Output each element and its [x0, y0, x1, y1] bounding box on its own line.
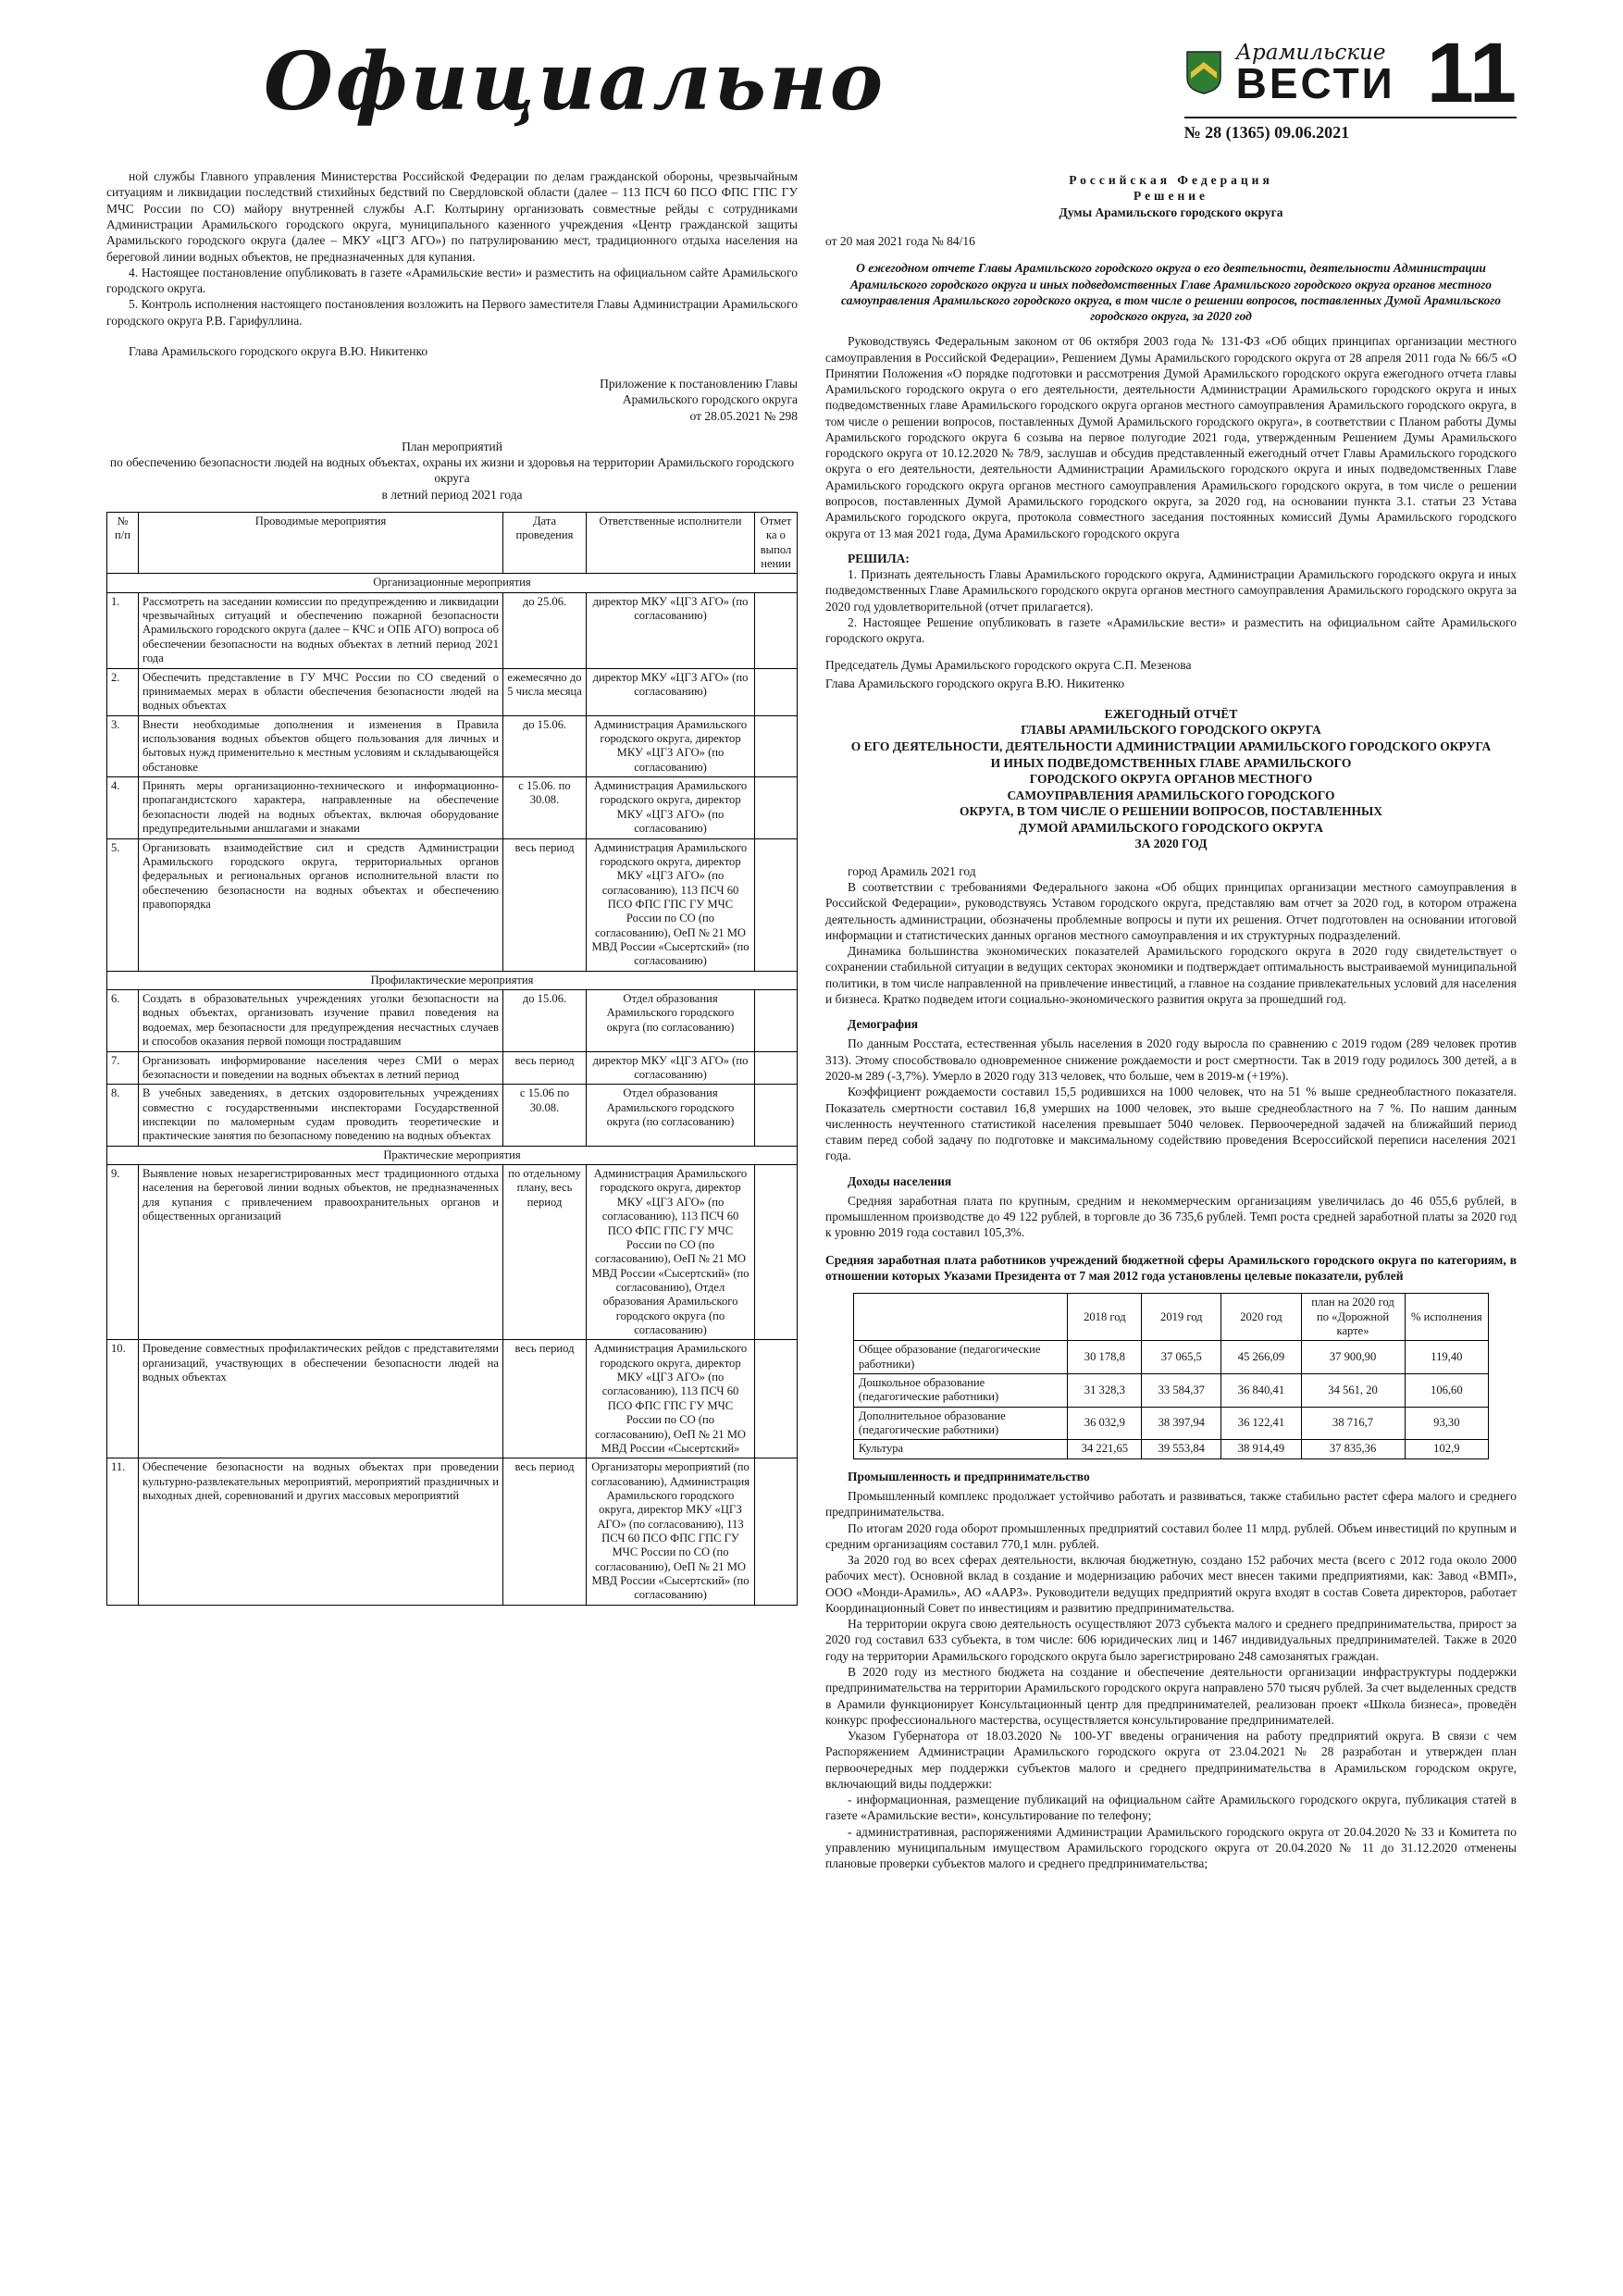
cell-number: 1.: [107, 592, 139, 668]
report-title-line: ГЛАВЫ АРАМИЛЬСКОГО ГОРОДСКОГО ОКРУГА: [1021, 723, 1321, 738]
signature-line: Глава Арамильского городского округа В.Ю. Никитенко: [129, 343, 428, 358]
section-label: Профилактические мероприятия: [107, 971, 798, 989]
salary-table-row: [853, 1440, 1488, 1458]
salary-value-cell: 34 561, 20: [1301, 1373, 1405, 1407]
salary-category-cell: Культура: [853, 1440, 1068, 1458]
paragraph: Промышленный комплекс продолжает устойчиво работать и развиваться, также стабильно растет сфера малого и среднего предпринимательства.: [825, 1489, 1517, 1520]
cell-date: с 15.06 по 30.08.: [503, 1085, 587, 1146]
cell-date: весь период: [503, 1458, 587, 1606]
paragraph: В 2020 году из местного бюджета на создание и обеспечение деятельности организации инфраструктуры поддержки предпринимательства на территории Арамильского городского округа направлено 570 тысяч рублей. За счет выделенных средств в Арамили функционирует Консультационный центр для предпринимателей, реализован проект «Школа бизнеса», проведён конкурс профессионального мастерства, осуществляется консультирование предпринимателей.: [825, 1664, 1517, 1727]
right-column: [825, 168, 1517, 1871]
plan-table-row: [107, 1165, 798, 1340]
resolution-keyword: РЕШИЛА:: [848, 551, 910, 565]
plan-header-cell: Дата проведения: [503, 512, 587, 573]
cell-responsible: директор МКУ «ЦГЗ АГО» (по согласованию): [587, 1051, 755, 1085]
appendix-line: от 28.05.2021 № 298: [689, 408, 798, 423]
cell-activity: Принять меры организационно-технического и информационно-пропагандистского характера, направленные на обеспечение безопасности людей на водных объектах, включая оборудование предупредительными аншлагами и знаками: [139, 777, 503, 838]
plan-header-cell: № п/п: [107, 512, 139, 573]
salary-header-cell: план на 2020 год по «Дорожной карте»: [1301, 1294, 1405, 1341]
cell-number: 4.: [107, 777, 139, 838]
cell-mark: [755, 668, 798, 715]
plan-table-row: [107, 715, 798, 776]
salary-category-cell: Общее образование (педагогические работники): [853, 1341, 1068, 1374]
cell-responsible: директор МКУ «ЦГЗ АГО» (по согласованию): [587, 668, 755, 715]
cell-mark: [755, 715, 798, 776]
plan-title-line: План мероприятий: [402, 439, 502, 453]
salary-value-cell: 30 178,8: [1068, 1341, 1142, 1374]
cell-date: весь период: [503, 1051, 587, 1085]
demography-heading: Демография: [848, 1017, 919, 1032]
cell-responsible: Отдел образования Арамильского городского округа (по согласованию): [587, 990, 755, 1051]
content-columns: [106, 168, 1517, 1871]
salary-value-cell: 38 397,94: [1142, 1407, 1221, 1440]
plan-table-body: [107, 574, 798, 1605]
salary-value-cell: 45 266,09: [1221, 1341, 1301, 1374]
report-title-line: ГОРОДСКОГО ОКРУГА ОРГАНОВ МЕСТНОГО: [1029, 772, 1313, 787]
brand-block: [1184, 28, 1517, 143]
plan-table-section-row: [107, 971, 798, 989]
paragraph: 4. Настоящее постановление опубликовать в газете «Арамильские вести» и разместить на официальном сайте Арамильского городского округа.: [106, 265, 798, 296]
resolution-item: 1. Признать деятельность Главы Арамильского городского округа, Администрации Арамильского городского округа и иных подведомственных Главе Арамильского городского округа органов местного самоуправления Арамильского городского округа за 2020 год удовлетворительной (отчет прилагается).: [825, 567, 1517, 614]
cell-activity: Рассмотреть на заседании комиссии по предупреждению и ликвидации чрезвычайных ситуаций и обеспечению пожарной безопасности Арамильского городского округа (далее – КЧС и ОПБ АГО) вопроса об обеспечении безопасности на водных объектах в летний период 2021 года: [139, 592, 503, 668]
report-title-line: САМОУПРАВЛЕНИЯ АРАМИЛЬСКОГО ГОРОДСКОГО: [1007, 788, 1335, 802]
salary-value-cell: 102,9: [1405, 1440, 1489, 1458]
cell-date: до 15.06.: [503, 715, 587, 776]
salary-header-cell: % исполнения: [1405, 1294, 1489, 1341]
cell-responsible: Администрация Арамильского городского округа, директор МКУ «ЦГЗ АГО» (по согласованию), 113 ПСЧ 60 ПСО ФПС ГПС ГУ МЧС России по СО (по согласованию), ОеП № 21 МО МВД России «Сысертский»: [587, 1340, 755, 1458]
cell-mark: [755, 1051, 798, 1085]
paragraph: На территории округа свою деятельность осуществляют 2073 субъекта малого и среднего предпринимательства, прирост за 2020 год составил 633 субъекта, в том числе: 606 юридических лиц и 1467 индивидуальных предпринимателей. Также в 2020 году на территории Арамильского городского округа было зарегистрировано 248 самозанятых граждан.: [825, 1617, 1517, 1663]
left-column: [106, 168, 798, 1871]
plan-table-row: [107, 777, 798, 838]
salary-value-cell: 31 328,3: [1068, 1373, 1142, 1407]
salary-value-cell: 37 835,36: [1301, 1440, 1405, 1458]
paragraph: За 2020 год во всех сферах деятельности, включая бюджетную, создано 152 рабочих места (всего с 2012 года около 2000 рабочих мест). Основной вклад в создание и модернизацию рабочих мест внесен такими предприятиями, как: Завод «ВМП», ООО «Монди-Арамиль», АО «ААРЗ». Руководители ведущих предприятий округа входят в состав Совета директоров, работает Координационный Совет по инвестициям и развитию предпринимательства.: [825, 1553, 1517, 1615]
cell-activity: Выявление новых незарегистрированных мест традиционного отдыха населения на береговой линии водных объектов, не предназначенных для купания с привлечением правоохранительных органов и общественных организаций: [139, 1165, 503, 1340]
brand-name-bottom: ВЕСТИ: [1235, 59, 1395, 108]
cell-date: до 15.06.: [503, 990, 587, 1051]
cell-responsible: Отдел образования Арамильского городского округа (по согласованию): [587, 1085, 755, 1146]
cell-date: весь период: [503, 1340, 587, 1458]
salary-value-cell: 36 122,41: [1221, 1407, 1301, 1440]
cell-activity: Внести необходимые дополнения и изменения в Правила использования водных объектов общего пользования для личных и бытовых нужд применительно к местным условиям и складывающейся обстановке: [139, 715, 503, 776]
cell-mark: [755, 1458, 798, 1606]
cell-mark: [755, 990, 798, 1051]
cell-number: 6.: [107, 990, 139, 1051]
paragraph: - информационная, размещение публикаций на официальном сайте Арамильского городского округа, публикация статей в газете «Арамильские вести», консультирование по телефону;: [825, 1793, 1517, 1823]
cell-activity: Проведение совместных профилактических рейдов с представителями организаций, участвующих в обеспечении безопасности людей на водных объектах: [139, 1340, 503, 1458]
decision-date: от 20 мая 2021 года № 84/16: [825, 233, 975, 248]
cell-activity: Обеспечение безопасности на водных объектах при проведении культурно-развлекательных мероприятий, мероприятий праздничных и выходных дней, соревнований и других массовых мероприятий: [139, 1458, 503, 1606]
salary-header-cell: [853, 1294, 1068, 1341]
head-line: Глава Арамильского городского округа В.Ю. Никитенко: [825, 676, 1125, 690]
cell-activity: Организовать информирование населения через СМИ о мерах безопасности и поведении на водных объектах в летний период: [139, 1051, 503, 1085]
salary-value-cell: 119,40: [1405, 1341, 1489, 1374]
cell-number: 7.: [107, 1051, 139, 1085]
cell-mark: [755, 1340, 798, 1458]
plan-table-row: [107, 1340, 798, 1458]
salary-value-cell: 37 900,90: [1301, 1341, 1405, 1374]
cell-number: 5.: [107, 838, 139, 971]
plan-header-cell: Ответственные исполнители: [587, 512, 755, 573]
paragraph: 5. Контроль исполнения настоящего постановления возложить на Первого заместителя Главы Администрации Арамильского городского округа Р.В. Гарифуллина.: [106, 297, 798, 328]
plan-table-row: [107, 1051, 798, 1085]
paragraph: Руководствуясь Федеральным законом от 06 октября 2003 года № 131-ФЗ «Об общих принципах организации местного самоуправления в Российской Федерации», Решением Думы Арамильского городского округа от 28 апреля 2011 года № 66/5 «О Принятии Положения «О порядке подготовки и рассмотрения Думой Арамильского городского округа ежегодного отчета главы Арамильского городского округа о его деятельности, деятельности Администрации Арамильского городского округа и иных подведомственных главе Арамильского городского округа органов местного самоуправления Арамильского городского округа, в том числе о решении вопросов, поставленных Думой Арамильского городского округа», в соответствии с Планом работы Думы Арамильского городского округа 6 созыва на первое полугодие 2021 года, утвержденным Решением Думы Арамильского городского округа от 10.12.2020 № 78/9, заслушав и обсудив представленный ежегодный отчет Главы Арамильского городского округа о его деятельности, деятельности Администрации Арамильского городского округа и иных подведомственных Главе Арамильского городского округа органов местного самоуправления Арамильского городского округа, в том числе о решении вопросов, поставленных Думой Арамильского городского округа, за 2020 год, на основании пункта 3.1. статьи 23 Устава Арамильского городского округа, протокола совместного заседания постоянных комиссий Думы Арамильского городского округа от 13 мая 2021 года, Дума Арамильского городского округа: [825, 334, 1517, 540]
salary-header-cell: 2018 год: [1068, 1294, 1142, 1341]
cell-mark: [755, 777, 798, 838]
paragraph: Средняя заработная плата по крупным, средним и некоммерческим организациям увеличилась до 46 055,6 рублей, в промышленном производстве до 49 122 рублей, в торговле до 36 735,6 рублей. Темп роста средней заработной платы за 2020 год к уровню 2019 года составил 105,3%.: [825, 1193, 1517, 1240]
section-title: Официально: [264, 35, 886, 129]
plan-table-row: [107, 990, 798, 1051]
cell-activity: В учебных заведениях, в детских оздоровительных учреждениях совместно с государственными инспекторами Государственной инспекции по маломерным судам проводить теоретические и практические занятия по безопасному поведению на водных объектах: [139, 1085, 503, 1146]
cell-date: с 15.06. по 30.08.: [503, 777, 587, 838]
cell-responsible: Организаторы мероприятий (по согласованию), Администрация Арамильского городского округа, директор МКУ «ЦГЗ АГО» (по согласованию), 113 ПСЧ 60 ПСО ФПС ГПС ГУ МЧС России по СО (по согласованию), ОеП № 21 МО МВД России «Сысертский» (по согласованию): [587, 1458, 755, 1606]
cell-number: 11.: [107, 1458, 139, 1606]
decision-subject: О ежегодном отчете Главы Арамильского городского округа о его деятельности, деятельности Администрации Арамильского городского округа и иных подведомственных Главе Арамильского городского округа органов местного самоуправления Арамильского городского округа, в том числе о решении вопросов, поставленных Думой Арамильского городского округа, за 2020 год: [841, 261, 1501, 324]
plan-table: [106, 512, 798, 1606]
issue-line: № 28 (1365) 09.06.2021: [1184, 117, 1517, 143]
salary-value-cell: 34 221,65: [1068, 1440, 1142, 1458]
salary-table-row: [853, 1407, 1488, 1440]
report-title: [825, 706, 1517, 852]
brand-logo: [1235, 41, 1395, 108]
salary-header-cell: 2020 год: [1221, 1294, 1301, 1341]
paragraph: В соответствии с требованиями Федерального закона «Об общих принципах организации местного самоуправления в Российской Федерации», руководствуясь Уставом городского округа, представляю вам отчет за 2020 год, в котором отражена деятельность администрации, обозначены проблемные вопросы и пути их решения. Отчет подготовлен на основании итоговой информации и статистических данных органов местного самоуправления и их структурных подразделений.: [825, 880, 1517, 942]
salary-table-title: Средняя заработная плата работников учреждений бюджетной сферы Арамильского городского округа по категориям, в отношении которых Указами Президента от 7 мая 2012 года установлены целевые показатели, рублей: [825, 1252, 1517, 1283]
decision-body: [825, 333, 1517, 540]
plan-header-cell: Проводимые мероприятия: [139, 512, 503, 573]
paragraph: Указом Губернатора от 18.03.2020 № 100-УГ введены ограничения на работу предприятий округа. В связи с чем Распоряжением Администрации Арамильского городского округа от 23.04.2021 № 28 разработан и утвержден план первоочередных мер поддержки субъектов малого и среднего предпринимательства в Арамильском городском округе, включающий виды поддержки:: [825, 1729, 1517, 1791]
salary-value-cell: 93,30: [1405, 1407, 1489, 1440]
salary-value-cell: 36 032,9: [1068, 1407, 1142, 1440]
salary-table: [853, 1293, 1489, 1459]
report-title-line: ЗА 2020 ГОД: [1134, 837, 1208, 851]
appendix-line: Приложение к постановлению Главы: [600, 377, 798, 391]
plan-table-head-row: [107, 512, 798, 573]
income-heading: Доходы населения: [848, 1173, 952, 1188]
cell-number: 2.: [107, 668, 139, 715]
salary-table-head-row: [853, 1294, 1488, 1341]
cell-responsible: Администрация Арамильского городского округа, директор МКУ «ЦГЗ АГО» (по согласованию): [587, 777, 755, 838]
plan-table-row: [107, 1085, 798, 1146]
resolution-items: [825, 566, 1517, 646]
cell-date: по отдельному плану, весь период: [503, 1165, 587, 1340]
decision-heading-country: Российская Федерация: [1069, 173, 1273, 188]
cell-responsible: директор МКУ «ЦГЗ АГО» (по согласованию): [587, 592, 755, 668]
industry-paragraphs: [825, 1488, 1517, 1871]
report-title-line: И ИНЫХ ПОДВЕДОМСТВЕННЫХ ГЛАВЕ АРАМИЛЬСКОГО: [990, 755, 1352, 770]
salary-category-cell: Дополнительное образование (педагогические работники): [853, 1407, 1068, 1440]
report-title-line: ОКРУГА, В ТОМ ЧИСЛЕ О РЕШЕНИИ ВОПРОСОВ, ПОСТАВЛЕННЫХ: [959, 804, 1383, 819]
decision-heading-type: Решение: [1134, 189, 1208, 204]
cell-number: 9.: [107, 1165, 139, 1340]
city-line: город Арамиль 2021 год: [848, 863, 976, 878]
section-label: Практические мероприятия: [107, 1146, 798, 1164]
cell-activity: Обеспечить представление в ГУ МЧС России по СО сведений о принимаемых мерах в области обеспечения безопасности людей на водных объектах: [139, 668, 503, 715]
cell-activity: Организовать взаимодействие сил и средств Администрации Арамильского городского округа, территориальных органов федеральных и региональных органов исполнительной власти по обеспечению безопасности на водных объектах и обеспечению правопорядка: [139, 838, 503, 971]
cell-mark: [755, 838, 798, 971]
industry-heading: Промышленность и предпринимательство: [848, 1469, 1090, 1483]
paragraph: По данным Росстата, естественная убыль населения в 2020 году выросла по сравнению с 2019 годом (289 человек против 313). Этому способствовало одновременное снижение рождаемости и рост смертности. Так в 2019 году родилось 300 детей, а в 2020-м 289 (-3,7%). Умерло в 2020 году 313 человек, что больше, чем в 2019-м (+19%).: [825, 1036, 1517, 1083]
salary-category-cell: Дошкольное образование (педагогические работники): [853, 1373, 1068, 1407]
brand-name-top: Арамильские: [1235, 41, 1386, 66]
cell-responsible: Администрация Арамильского городского округа, директор МКУ «ЦГЗ АГО» (по согласованию), 113 ПСЧ 60 ПСО ФПС ГПС ГУ МЧС России по СО (по согласованию), ОеП № 21 МО МВД России «Сысертский» (по согласованию): [587, 838, 755, 971]
cell-date: ежемесячно до 5 числа месяца: [503, 668, 587, 715]
appendix-note: [106, 376, 798, 424]
salary-value-cell: 39 553,84: [1142, 1440, 1221, 1458]
salary-value-cell: 106,60: [1405, 1373, 1489, 1407]
cell-activity: Создать в образовательных учреждениях уголки безопасности на водных объектах, организовать изучение правил поведения на водоемах, мер безопасности для предупреждения несчастных случаев и способов оказания первой помощи пострадавшим: [139, 990, 503, 1051]
emblem-icon: [1184, 50, 1223, 96]
report-title-line: ЕЖЕГОДНЫЙ ОТЧЁТ: [1104, 706, 1238, 721]
masthead: [106, 28, 1517, 143]
salary-value-cell: 38 716,7: [1301, 1407, 1405, 1440]
plan-table-section-row: [107, 1146, 798, 1164]
plan-title-line: по обеспечению безопасности людей на водных объектах, охраны их жизни и здоровья на территории Арамильского городского округа: [109, 455, 795, 486]
cell-responsible: Администрация Арамильского городского округа, директор МКУ «ЦГЗ АГО» (по согласованию): [587, 715, 755, 776]
cell-number: 8.: [107, 1085, 139, 1146]
appendix-line: Арамильского городского округа: [622, 392, 798, 407]
section-label: Организационные мероприятия: [107, 574, 798, 592]
decision-heading-duma: Думы Арамильского городского округа: [1059, 205, 1283, 219]
cell-mark: [755, 592, 798, 668]
plan-table-row: [107, 1458, 798, 1606]
cell-mark: [755, 1165, 798, 1340]
decision-heading: [825, 172, 1517, 220]
cell-number: 3.: [107, 715, 139, 776]
page-number: 11: [1426, 26, 1517, 120]
paragraph: - административная, распоряжениями Администрации Арамильского городского округа от 20.04.2020 № 33 и Комитета по управлению муниципальным имуществом Арамильского городского округа от 20.04.2020 № 11 до 31.12.2020 отменены плановые проверки субъектов малого и среднего предпринимательства;: [825, 1824, 1517, 1871]
report-title-line: ДУМОЙ АРАМИЛЬСКОГО ГОРОДСКОГО ОКРУГА: [1018, 820, 1324, 835]
salary-header-cell: 2019 год: [1142, 1294, 1221, 1341]
salary-value-cell: 37 065,5: [1142, 1341, 1221, 1374]
plan-title-line: в летний период 2021 года: [381, 487, 523, 502]
cell-date: весь период: [503, 838, 587, 971]
paragraph: Динамика большинства экономических показателей Арамильского городского округа в 2020 году свидетельствует о сохранении стабильной ситуации в ведущих секторах экономики и подтверждает оптимальность выстраиваемой муниципальной политики, в том числе направленной на привлечение инвестиций, а главное на создание привлекательных условий для населения и бизнеса. Кратко подведем итоги социально-экономического развития округа за прошедший год.: [825, 944, 1517, 1006]
cell-responsible: Администрация Арамильского городского округа, директор МКУ «ЦГЗ АГО» (по согласованию), 113 ПСЧ 60 ПСО ФПС ГПС ГУ МЧС России по СО (по согласованию), ОеП № 21 МО МВД России «Сысертский» (по согласованию), Отдел образования Арамильского городского округа (по согласованию): [587, 1165, 755, 1340]
plan-table-row: [107, 838, 798, 971]
demography-paragraphs: [825, 1036, 1517, 1163]
resolution-item: 2. Настоящее Решение опубликовать в газете «Арамильские вести» и разместить на официальном сайте Арамильского городского округа.: [825, 614, 1517, 646]
salary-table-body: [853, 1341, 1488, 1459]
report-title-line: О ЕГО ДЕЯТЕЛЬНОСТИ, ДЕЯТЕЛЬНОСТИ АДМИНИСТРАЦИИ АРАМИЛЬСКОГО ГОРОДСКОГО ОКРУГА: [850, 738, 1492, 753]
plan-title: [106, 439, 798, 503]
paragraph: По итогам 2020 года оборот промышленных предприятий составил более 11 млрд. рублей. Объем инвестиций по крупным и средним организациям составил 770,1 млн. рублей.: [825, 1520, 1517, 1551]
paragraph: ной службы Главного управления Министерства Российской Федерации по делам гражданской обороны, чрезвычайным ситуациям и ликвидации последствий стихийных бедствий по Свердловской области (далее – 113 ПСЧ 60 ПСО ФПС ГПС ГУ МЧС России по СО) майору внутренней службы А.Г. Колтырину организовать совместные рейды с сотрудниками Администрации Арамильского городского округа, муниципального казенного учреждения «Центр гражданской защиты Арамильского городского округа (далее – МКУ «ЦГЗ АГО») по патрулированию мест, традиционного отдыха населения на береговой линии водных объектов, не предназначенных для купания.: [106, 169, 798, 264]
report-intro: [825, 879, 1517, 1007]
paragraph: Коэффициент рождаемости составил 15,5 родившихся на 1000 человек, что на 51 % выше среднеобластного показателя. Показатель смертности составил 16,8 умерших на 1000 человек, это выше среднеобластного на 7 %. По нашим данным численность неучтенного статистикой населения превышает 5040 человек. Первоочередной задачей на ближайший период ставим перед собой задачу по подготовке и максимальному содействию проведения Всероссийской переписи населения 2021 года.: [825, 1085, 1517, 1163]
cell-date: до 25.06.: [503, 592, 587, 668]
salary-value-cell: 38 914,49: [1221, 1440, 1301, 1458]
salary-value-cell: 33 584,37: [1142, 1373, 1221, 1407]
plan-table-row: [107, 592, 798, 668]
intro-paragraphs: [106, 168, 798, 329]
cell-number: 10.: [107, 1340, 139, 1458]
plan-table-row: [107, 668, 798, 715]
chairman-line: Председатель Думы Арамильского городского округа С.П. Мезенова: [825, 658, 1192, 673]
salary-value-cell: 36 840,41: [1221, 1373, 1301, 1407]
income-paragraphs: [825, 1193, 1517, 1241]
salary-table-row: [853, 1373, 1488, 1407]
cell-mark: [755, 1085, 798, 1146]
salary-table-row: [853, 1341, 1488, 1374]
plan-table-section-row: [107, 574, 798, 592]
plan-header-cell: Отметка о выполнении: [755, 512, 798, 573]
